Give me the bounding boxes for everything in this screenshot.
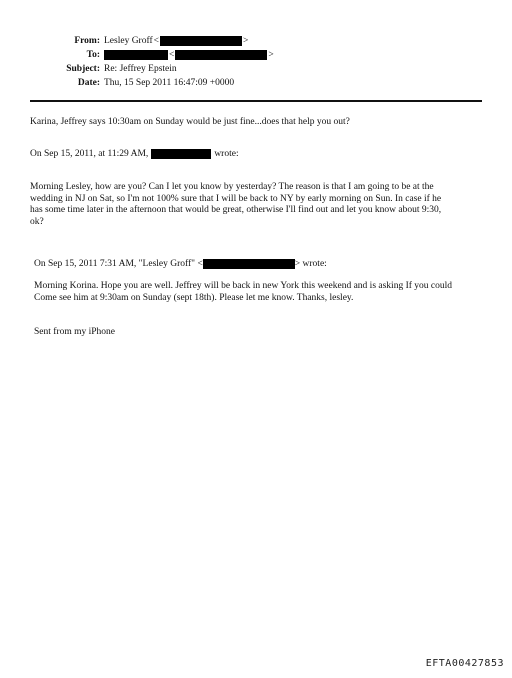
email-header [34, 34, 275, 90]
quote2-email-redaction [203, 259, 295, 269]
quote2-prefix: On Sep 15, 2011 7:31 AM, "Lesley Groff" < [34, 259, 203, 269]
quote2-line: Come see him at 9:30am on Sunday (sept 18th). Please let me know. Thanks, lesley. [34, 292, 354, 303]
quote2-line: Morning Korina. Hope you are well. Jeffrey will be back in new York this weekend and is asking If you could [34, 281, 452, 291]
quote1-suffix: wrote: [214, 149, 239, 159]
to-name-redaction [104, 50, 168, 60]
to-row [34, 48, 275, 62]
quote1-line: has some time later in the afternoon that would be great, otherwise I'll find out and let you know about 9:30, [30, 205, 442, 215]
header-divider [30, 100, 482, 102]
quote2-suffix: > wrote: [294, 259, 327, 269]
subject-row [34, 62, 275, 76]
quote2-attribution [34, 258, 327, 270]
date-label: Date: [77, 78, 100, 88]
from-name: Lesley Groff [104, 36, 153, 46]
from-label: From: [74, 36, 100, 46]
quote1-prefix: On Sep 15, 2011, at 11:29 AM, [30, 149, 149, 159]
date-value: Thu, 15 Sep 2011 16:47:09 +0000 [104, 78, 235, 88]
from-email-redaction [160, 36, 242, 46]
quote2-signature: Sent from my iPhone [34, 327, 116, 337]
quote1-line: wedding in NJ on Sat, so I'm not 100% sure that I will be back to NY by early morning on Sun. In case if he [30, 193, 442, 204]
to-email-redaction [175, 50, 267, 60]
quote1-body [30, 182, 441, 228]
quote1-attribution [30, 148, 239, 160]
subject-label: Subject: [66, 64, 100, 74]
quote1-line: Morning Lesley, how are you? Can I let you know by yesterday? The reason is that I am going to be at the [30, 182, 434, 192]
quote2-body [34, 281, 452, 304]
date-row [34, 76, 275, 90]
quote1-line: ok? [30, 216, 44, 227]
from-lt: < [153, 36, 159, 46]
to-lt: < [169, 50, 175, 60]
document-id: EFTA00427853 [425, 658, 504, 669]
quote1-sender-redaction [151, 149, 211, 159]
to-gt: > [268, 50, 274, 60]
from-row [34, 34, 275, 48]
reply-top-text: Karina, Jeffrey says 10:30am on Sunday would be just fine...does that help you out? [30, 117, 350, 127]
to-label: To: [86, 50, 100, 60]
subject-value: Re: Jeffrey Epstein [104, 64, 177, 74]
from-gt: > [243, 36, 249, 46]
